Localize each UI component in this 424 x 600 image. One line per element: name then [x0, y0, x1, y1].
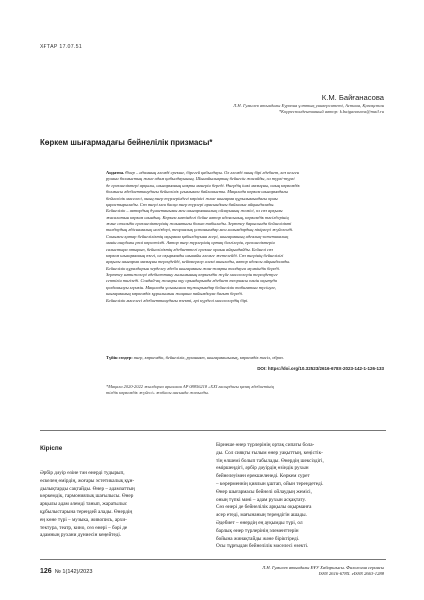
article-title: Көркем шығармадағы бейнелілік призмасы* — [40, 138, 213, 147]
abstract-line: салыстыра отырып, бейнеліліктің әдебиеттегі ерекше орнын айқындайды. Бейнелі сөз — [106, 246, 273, 252]
body-line: бойына жинақтайды және біріктіреді. — [216, 535, 300, 542]
keywords-text: өнер, көркемдік, бейнелілік, руханият, шығармашылық, көркемдік тәсіл, образ. — [133, 355, 284, 360]
page-number: 126 — [40, 568, 52, 575]
body-line: Осы тұрғыдан бейнелілік мәселесі өзекті. — [216, 543, 309, 550]
body-line: Бірнеше өнер түрлерінің ортақ сипаты бола- — [216, 442, 315, 448]
body-line: Әдебиет – өнердің ең ауқымды түрі, ол — [216, 519, 303, 526]
abstract-label: Аңдатпа. — [106, 170, 125, 175]
doi-link[interactable]: DOI: https://doi.org/10.32523/2616-678X-2023-142-1-126-133 — [257, 366, 384, 371]
body-line: Өнер шығармасы бейнелі ойлаудың жемісі, — [216, 488, 312, 495]
section-heading: Кіріспе — [40, 445, 63, 452]
abstract — [106, 170, 386, 304]
abstract-line: жасалатын көркем шындық. Көркем мәтіндегі бейне автор идеясының, көркемдік тәсілдерінің — [106, 214, 289, 220]
abstract-line: септігін тигізеді. Сондай-ақ жоғары оқу орындарында әдебиет теориясы пәнін оқытуда — [106, 278, 277, 284]
body-line: құбылыстарына тереңдей алады. Өнердің — [40, 508, 133, 515]
journal-name: Л.Н. Гумилев атындағы ЕҰУ Хабаршысы. Филология сериясы — [262, 565, 384, 570]
body-line: бейнелеуімен ерекшеленеді. Көркем сурет — [216, 473, 310, 480]
body-line: көркемдік, гармониялық шағылысы. Өнер — [40, 493, 134, 500]
body-column-right — [216, 442, 386, 551]
abstract-line: Бейнелілік – автордың дүниетанымы мен шығармашылық ойлауының жемісі, ол сөз арқылы — [106, 208, 283, 214]
abstract-line: рухани болмыстың және адам қабылдауының. Шынайылықтың бейнесін жасайды, ол түрлі-түрлі — [106, 176, 295, 182]
abstract-line: бейнелілік мәселесі, оның өнер түрлеріндегі көрінісі және шығарма құрылымындағы орны — [106, 195, 278, 201]
abstract-line: қарастырылады. Сөз өнері мен басқа өнер түрлері арасындағы байланыс айқындалады. — [106, 201, 275, 207]
classification-code: ХҒТАР 17.07.51 — [40, 44, 83, 50]
body-line: арқылы адам әлемді танып, жаратылыс — [40, 501, 127, 508]
abstract-line: Бейнелілік құралдарын зерделеу әдеби шығарманы жан-жақты талдауға мүмкіндік береді. — [106, 265, 280, 271]
body-line: Сөз өнері де бейнелілік арқылы оқырманға — [216, 504, 312, 511]
abstract-line: Бейнелілік мәселесі әдебиеттанудағы өзекті, әрі күрделі мәселелердің бірі. — [106, 297, 249, 303]
author-name: К.М. Байғанасова — [321, 93, 384, 102]
footer-journal — [262, 565, 384, 578]
abstract-line: де ерекшеліктері арқылы, шығарманың нақты мәнерін береді. Өнердің ішкі мазмұны, оның көркемдік — [106, 182, 300, 188]
journal-issn: ISSN 2616-678X. eISSN 2663-1288 — [318, 571, 384, 577]
body-line: оның түпкі мәні – адам рухын асқақтату. — [216, 496, 306, 503]
abstract-line: Зерттеу нәтижелері әдебиеттану ғылымының көркемдік жүйе мәселелерін тереңдетуге — [106, 272, 278, 277]
body-line: дылықтарды сақтайды. Өнер – адамзаттың — [40, 485, 135, 492]
body-line: тектура, театр, кино, сөз өнері – бәрі де — [40, 524, 128, 531]
footer-divider — [40, 559, 386, 560]
abstract-line: мәнін ашудағы рөлі көрсетілді. Автор өнер түрлерінің ортақ белгілерін, ерекшеліктерін — [106, 240, 275, 246]
body-line: адамның рухани дүниесін кеңейтеді. — [40, 532, 122, 539]
section-divider — [40, 430, 386, 431]
funding-line: *Мақала 2020-2022 жылдарға арналған AP 08856218 «ХХІ ғасырдағы қазақ әдебиетінің — [106, 384, 274, 389]
body-line: тің өлшемі болып табылады. Өнердің шексіздігі, — [216, 457, 324, 464]
abstract-line: Сонымен қатар бейнеліліктің оқырман қабылдауына әсері, шығарманың идеялық-эстетикалық — [106, 233, 289, 239]
body-column-left — [40, 470, 210, 540]
funding-note — [106, 384, 386, 397]
body-line: өскелең өмірдің, жоғары эстетикалық құн- — [40, 477, 135, 484]
body-line: ды. Сол сияқты ғылым өнер уақыттың, кеңістік- — [216, 449, 323, 456]
keywords — [106, 355, 386, 361]
abstract-line: және стильдік ерекшеліктерінің жиынтығы болып табылады. Зерттеу барысында бейнелілікті — [106, 221, 292, 226]
body-line: ең көне түрі – музыка, живопись, архи- — [40, 516, 127, 523]
footer-left — [40, 568, 93, 575]
funding-line: тілдік көркемдік жүйесі» жобасы аясында жазылды. — [106, 390, 209, 396]
affiliation — [233, 103, 384, 116]
abstract-line: талдаудың әдіснамалық негіздері, теориялық ұстанымдар мен ғалымдардың пікірлері жүйеленді. — [106, 227, 294, 233]
abstract-line: болмысы әдебиеттанудағы бейнелілік ұғымымен байланысты. Мақалада көркем шығармадағы — [106, 189, 288, 195]
abstract-line: көркем шығарманың өзегі, ол оқырманды шынайы әлемге жетелейді. Сөз өнерінің бейнелілігі — [106, 252, 284, 258]
abstract-line: арқылы шығарма мазмұны тереңдейді, кейіпкерлер әлемі ашылады, автор идеясы айқындалады. — [106, 259, 291, 265]
body-line: әсер етеді, мағынаның тереңдігін ашады. — [216, 512, 307, 519]
correspondence-line: *Корреспондентивный автор: k.baiganasova@mail.ru — [278, 109, 384, 115]
body-line: – көрерменнің қиялын ұштап, ойын тереңдетеді. — [216, 480, 324, 487]
body-line: барлық өнер түрлерінің элементтерін — [216, 527, 299, 534]
affiliation-line: Л.Н. Гумилев атындағы Еуразия ұлттық университеті, Астана, Қазақстан — [233, 103, 384, 108]
keywords-label: Түйін сөздер: — [106, 355, 133, 360]
body-line: өміршеңдігі, әрбір дәуірдің өзіндік рухын — [216, 465, 309, 472]
body-line: Әрбір дәуір өзіне тән өнерді тудырып, — [40, 470, 125, 476]
abstract-line: шығарманың көркемдік құрылымын жаңаша пайымдауға бағыт береді. — [106, 291, 243, 297]
issue-number: № 1(142)/2023 — [54, 569, 93, 575]
abstract-line: қолданылуы мүмкін. Мақалада ұсынылған тұжырымдар бейнелілік табиғатын түсінуге, — [106, 284, 277, 290]
abstract-line: Аңдатпа. Өнер – адамның әлемді ерекше, бірегей қабылдауы. Ол әлемді оның бірі әдебиет, кез келген — [106, 170, 299, 175]
